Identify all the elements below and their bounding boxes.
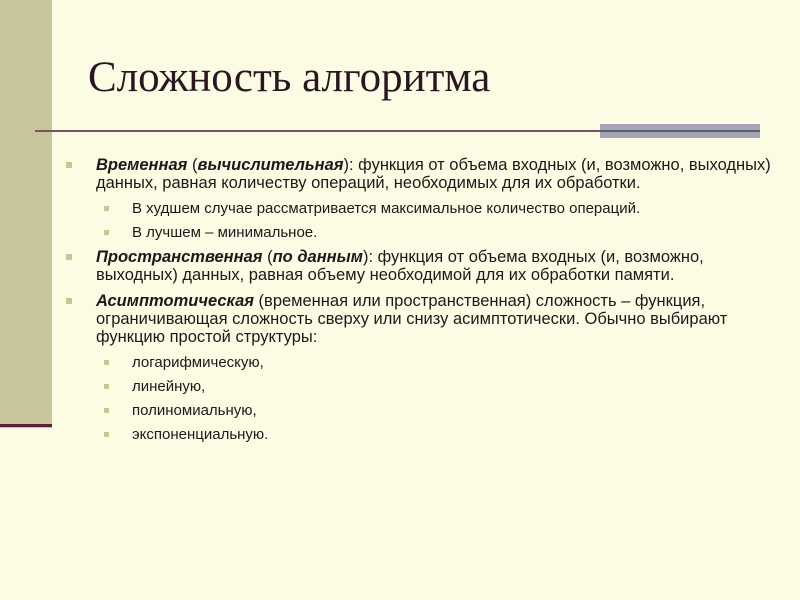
term-by-data: по данным [272, 248, 363, 266]
sub-list-time [64, 200, 774, 241]
title-divider-block-edge [600, 130, 760, 132]
term-space: Пространственная [96, 248, 263, 266]
paren-open: ( [187, 156, 198, 174]
square-bullet-icon [66, 254, 72, 260]
slide-title: Сложность алгоритма [88, 54, 491, 101]
term-asymptotic: Асимптотическая [96, 292, 254, 310]
square-bullet-icon [104, 432, 109, 437]
sub-item [64, 402, 774, 419]
item-text: ): функция от объема входных (и, возможно, выходных) данных, равная объему необходимой для их обработки памяти. [96, 248, 704, 284]
paren-open: ( [262, 248, 273, 266]
sub-item [64, 200, 774, 217]
sub-item-text: линейную, [132, 378, 206, 395]
bullet-item-asymptotic [64, 292, 774, 346]
sub-item [64, 354, 774, 371]
term-computational: вычислительная [197, 156, 344, 174]
sub-item [64, 426, 774, 443]
bullet-item-space [64, 248, 774, 284]
square-bullet-icon [104, 230, 109, 235]
left-decor-band [0, 0, 52, 428]
sub-item-text: В худшем случае рассматривается максимальное количество операций. [132, 200, 641, 217]
sub-list-asymptotic [64, 354, 774, 443]
sub-item [64, 224, 774, 241]
item-text: (временная или пространственная) сложность – функция, ограничивающая сложность сверху или снизу асимптотически. Обычно выбирают функцию простой структуры: [96, 292, 728, 346]
left-decor-line [0, 424, 52, 427]
sub-item [64, 378, 774, 395]
square-bullet-icon [104, 408, 109, 413]
bullet-item-time [64, 156, 774, 192]
square-bullet-icon [66, 162, 72, 168]
square-bullet-icon [104, 206, 109, 211]
slide-content [64, 156, 774, 450]
square-bullet-icon [104, 360, 109, 365]
sub-item-text: полиномиальную, [132, 402, 257, 419]
square-bullet-icon [104, 384, 109, 389]
term-time: Временная [96, 156, 188, 174]
title-divider [35, 130, 600, 132]
sub-item-text: В лучшем – минимальное. [132, 224, 318, 241]
square-bullet-icon [66, 298, 72, 304]
sub-item-text: экспоненциальную. [132, 426, 269, 443]
sub-item-text: логарифмическую, [132, 354, 264, 371]
item-text: ): функция от объема входных (и, возможно, выходных) данных, равная количеству операций, необходимых для их обработки. [96, 156, 771, 192]
